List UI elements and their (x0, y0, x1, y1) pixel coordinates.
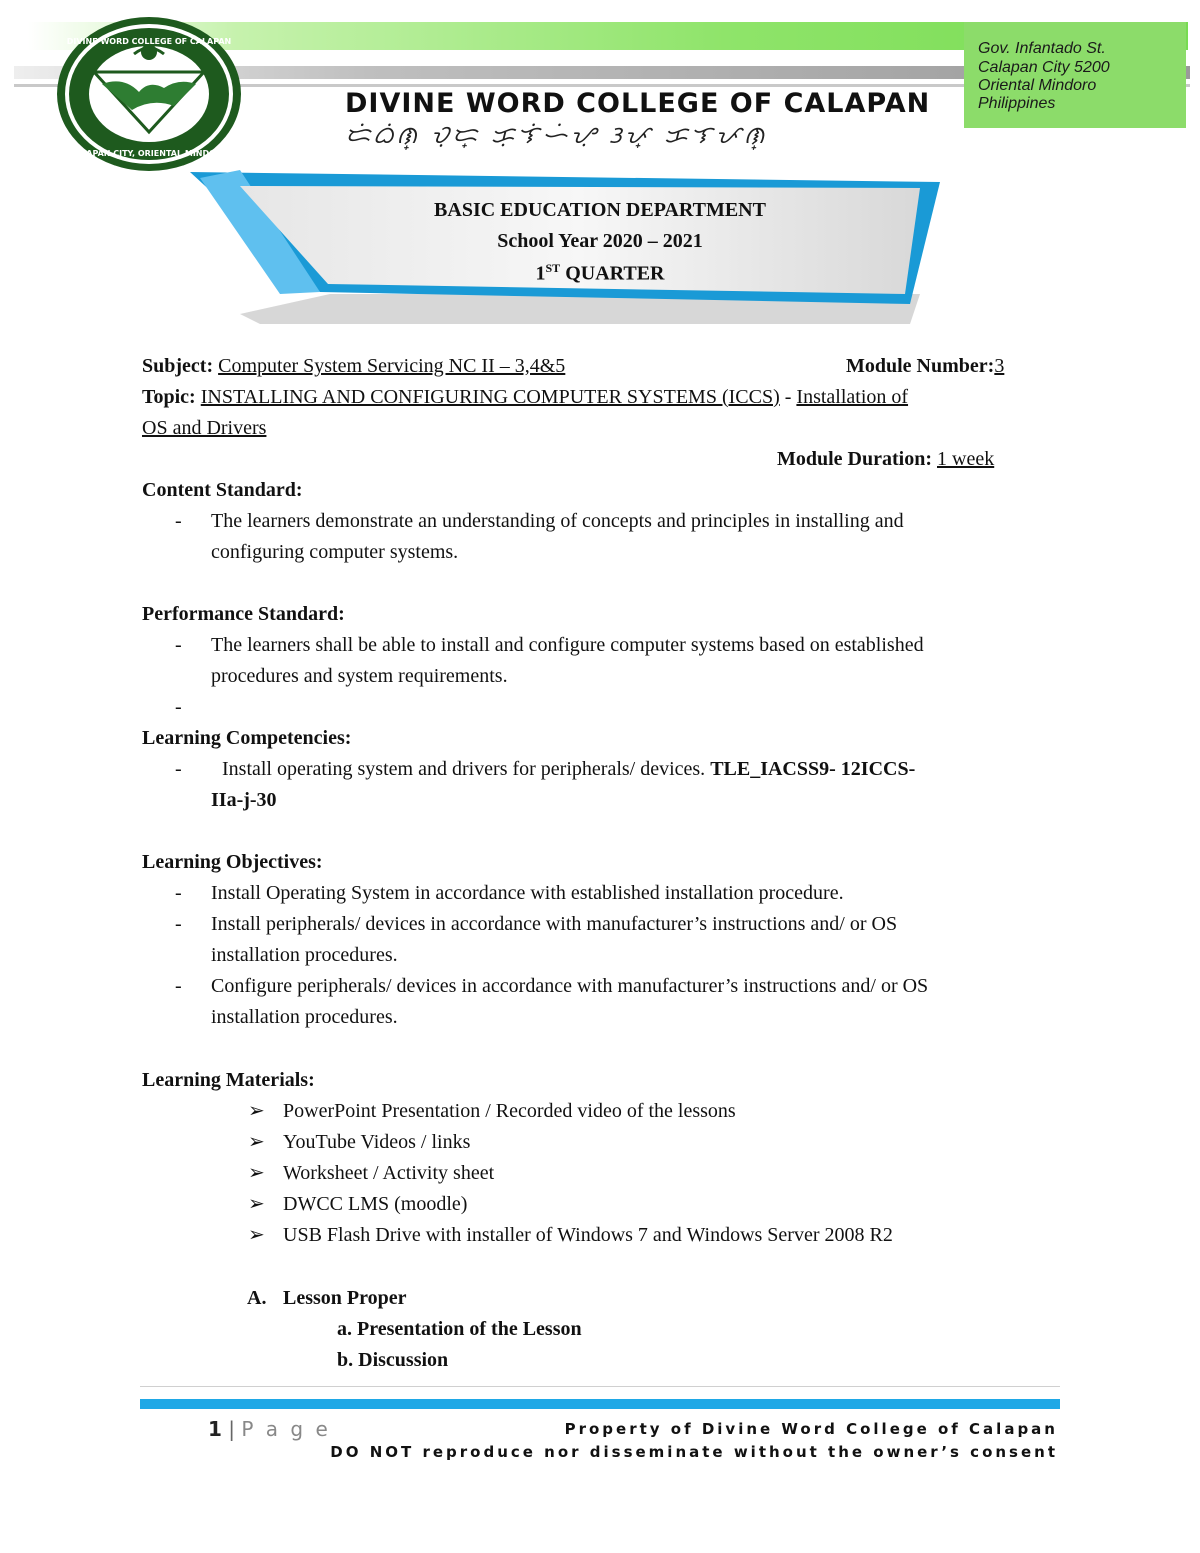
bullet-dash: - (175, 975, 182, 997)
competency-text (222, 754, 915, 785)
footer-blue-bar (140, 1399, 1060, 1409)
banner-school-year: School Year 2020 – 2021 (497, 230, 703, 252)
address-line-4: Philippines (978, 95, 1056, 112)
objectives-heading: Learning Objectives: (142, 851, 323, 873)
arrow-bullet-icon: ➢ (248, 1224, 265, 1246)
subject-label: Subject: (142, 355, 214, 377)
arrow-bullet-icon: ➢ (248, 1131, 265, 1153)
arrow-bullet-icon: ➢ (248, 1193, 265, 1215)
page-separator: | (228, 1417, 236, 1441)
arrow-bullet-icon: ➢ (248, 1162, 265, 1184)
bullet-dash: - (175, 882, 182, 904)
lesson-sub-b: b. Discussion (337, 1349, 449, 1371)
bullet-dash: - (175, 696, 182, 718)
arrow-bullet-icon: ➢ (248, 1100, 265, 1122)
baybayin-script-line: ᜇᜒᜊᜒᜈ᜔ ᜏᜓᜇ᜔ ᜃᜓᜎᜒᜑᜒᜌᜓ ᜂᜉ᜔ ᜃᜎᜉᜈ᜔ (345, 121, 768, 149)
svg-text:CALAPAN CITY, ORIENTAL MINDORO: CALAPAN CITY, ORIENTAL MINDORO (69, 149, 229, 158)
module-number (846, 351, 1004, 382)
topic-value: INSTALLING AND CONFIGURING COMPUTER SYSTEMS (ICCS) (200, 386, 780, 408)
topic-line (142, 382, 908, 413)
module-duration (777, 444, 994, 475)
topic-separator: - (779, 386, 797, 408)
material-item: DWCC LMS (moodle) (283, 1193, 468, 1215)
material-item: Worksheet / Activity sheet (283, 1162, 495, 1184)
subject-value: Computer System Servicing NC II – 3,4&5 (218, 355, 566, 377)
page-number: 1 (208, 1417, 222, 1441)
content-standard-heading: Content Standard: (142, 479, 303, 501)
objective-3-line-2: installation procedures. (211, 1006, 398, 1028)
competency-description: Install operating system and drivers for peripherals/ devices. (222, 758, 706, 780)
banner-quarter (340, 261, 860, 286)
duration-value: 1 week (937, 448, 995, 470)
lesson-sub-a: a. Presentation of the Lesson (337, 1318, 582, 1340)
quarter-number: 1 (535, 262, 546, 285)
address-line-1: Gov. Infantado St. (978, 40, 1106, 57)
performance-standard-line-1: The learners shall be able to install and configure computer systems based on established (211, 634, 924, 656)
footer-property: Property of Divine Word College of Calapan (564, 1420, 1058, 1438)
content-standard-line-1: The learners demonstrate an understanding of concepts and principles in installing and (211, 510, 904, 532)
material-item: YouTube Videos / links (283, 1131, 471, 1153)
performance-standard-heading: Performance Standard: (142, 603, 345, 625)
objective-3-line-1: Configure peripherals/ devices in accordance with manufacturer’s instructions and/ or OS (211, 975, 929, 997)
bullet-dash: - (175, 758, 182, 780)
page-indicator (208, 1417, 331, 1441)
topic-sub-2: OS and Drivers (142, 417, 267, 439)
college-seal-logo (54, 14, 244, 174)
topic-label: Topic: (142, 386, 196, 408)
topic-sub-1: Installation of (796, 386, 909, 408)
svg-text:DIVINE WORD COLLEGE OF CALAPAN: DIVINE WORD COLLEGE OF CALAPAN (66, 37, 232, 46)
college-name: DIVINE WORD COLLEGE OF CALAPAN (345, 88, 931, 119)
objective-2-line-1: Install peripherals/ devices in accordance with manufacturer’s instructions and/ or OS (211, 913, 898, 935)
materials-heading: Learning Materials: (142, 1069, 315, 1091)
module-number-value: 3 (994, 355, 1005, 377)
quarter-superscript: ST (545, 261, 561, 275)
competency-code-1: TLE_IACSS9- 12ICCS- (710, 758, 916, 780)
banner-department: BASIC EDUCATION DEPARTMENT (434, 199, 766, 221)
bullet-dash: - (175, 510, 182, 532)
objective-2-line-2: installation procedures. (211, 944, 398, 966)
bullet-dash: - (175, 634, 182, 656)
competency-code-2: IIa-j-30 (211, 789, 277, 811)
material-item: PowerPoint Presentation / Recorded video of the lessons (283, 1100, 736, 1122)
performance-standard-line-2: procedures and system requirements. (211, 665, 508, 687)
lesson-letter: A. (247, 1287, 267, 1309)
footer-divider (140, 1386, 1060, 1387)
page-word: P a g e (241, 1417, 331, 1441)
bullet-dash: - (175, 913, 182, 935)
objective-1: Install Operating System in accordance with established installation procedure. (211, 882, 844, 904)
address-line-3: Oriental Mindoro (978, 77, 1097, 94)
lesson-title: Lesson Proper (283, 1287, 407, 1309)
address-line-2: Calapan City 5200 (978, 59, 1110, 76)
module-number-label: Module Number: (846, 355, 995, 377)
competencies-heading: Learning Competencies: (142, 727, 352, 749)
subject-line (142, 351, 565, 382)
quarter-word: QUARTER (565, 262, 665, 285)
footer-notice: DO NOT reproduce nor disseminate without the owner’s consent (330, 1443, 1058, 1461)
material-item: USB Flash Drive with installer of Windows 7 and Windows Server 2008 R2 (283, 1224, 893, 1246)
content-standard-line-2: configuring computer systems. (211, 541, 459, 563)
duration-label: Module Duration: (777, 448, 932, 470)
